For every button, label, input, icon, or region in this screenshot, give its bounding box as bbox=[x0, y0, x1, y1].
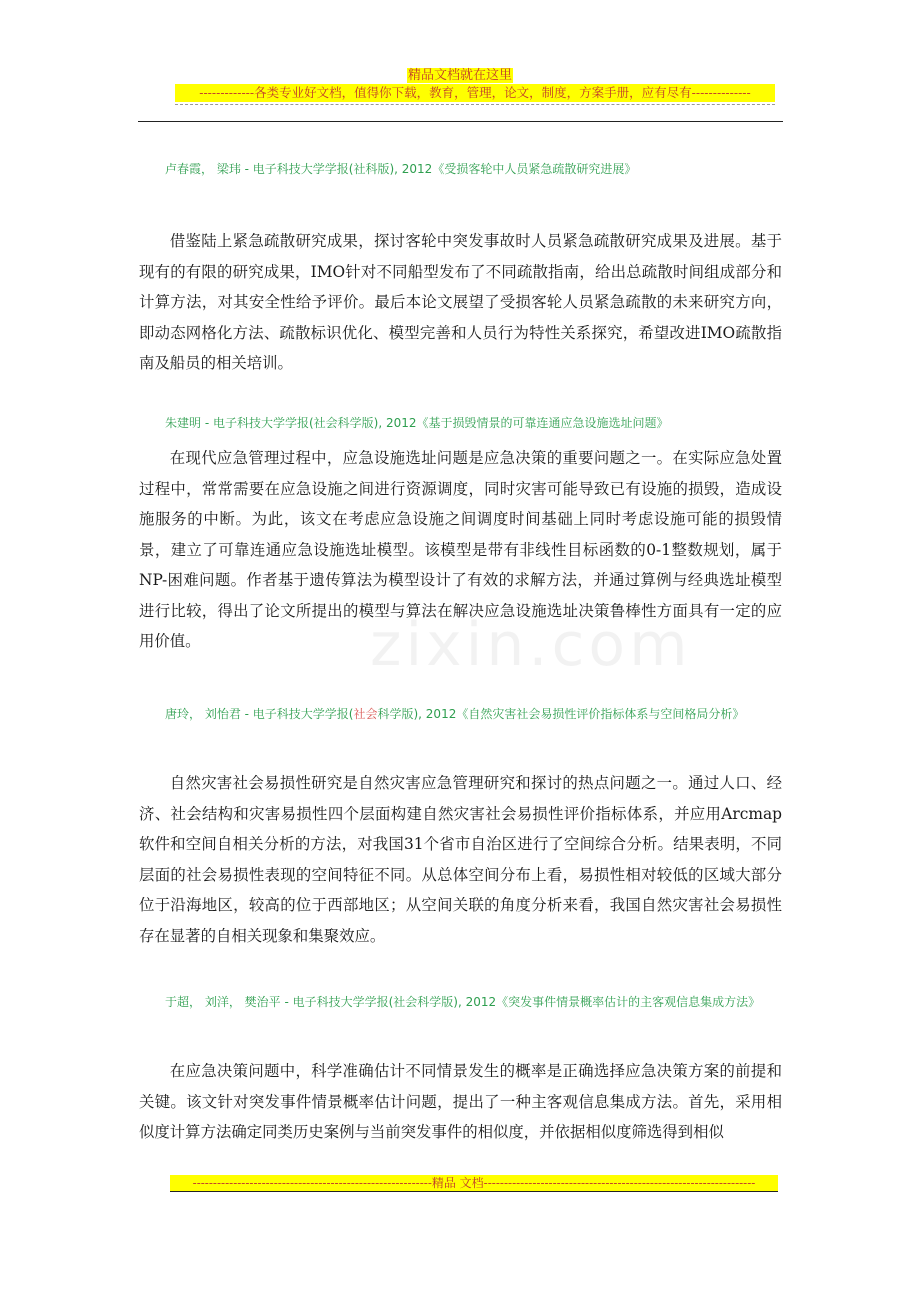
watermark: zixin.com bbox=[370, 610, 692, 680]
citation-authors: 朱建明 bbox=[165, 416, 205, 430]
footer-rule bbox=[170, 1191, 778, 1192]
abstract-2: 在现代应急管理过程中，应急设施选址问题是应急决策的重要问题之一。在实际应急处置过程中，常常需要在应急设施之间进行资源调度，同时灾害可能导致已有设施的损毁，造成设施服务的中断。为此，该文在考虑应急设施之间调度时间基础上同时考虑设施可能的损毁情景，建立了可靠连通应急设施选址模型。该模型是带有非线性目标函数的0-1整数规划，属于NP-困难问题。作者基于遗传算法为模型设计了有效的求解方法，并通过算例与经典选址模型进行比较，得出了论文所提出的模型与算法在解决应急设施选址决策鲁棒性方面具有一定的应用价值。 bbox=[139, 449, 782, 650]
citation-source: - 电子科技大学学报(社会科学版), 2012《突发事件情景概率估计的主客观信息集成方法》 bbox=[284, 995, 761, 1009]
footer-bar: -----------------------------------------------------------精品 文档------------------------------------------------------------------- bbox=[170, 1175, 778, 1191]
citation-authors: 唐玲， 刘怡君 bbox=[165, 707, 245, 721]
abstract-3: 自然灾害社会易损性研究是自然灾害应急管理研究和探讨的热点问题之一。通过人口、经济、社会结构和灾害易损性四个层面构建自然灾害社会易损性评价指标体系，并应用Arcmap软件和空间自相关分析的方法，对我国31个省市自治区进行了空间综合分析。结果表明，不同层面的社会易损性表现的空间特征不同。从总体空间分布上看，易损性相对较低的区域大部分位于沿海地区，较高的位于西部地区；从空间关联的角度分析来看，我国自然灾害社会易损性存在显著的自相关现象和集聚效应。 bbox=[139, 774, 782, 945]
citation-2[interactable] bbox=[165, 414, 785, 431]
header-title-text: 精品文档就在这里 bbox=[407, 68, 512, 83]
header-title bbox=[0, 64, 920, 83]
header-rule bbox=[138, 121, 783, 122]
header-dash-line bbox=[175, 104, 775, 105]
header-subtitle: -------------各类专业好文档，值得你下载，教育，管理，论文，制度，方案手册，应有尽有-------------- bbox=[175, 84, 775, 102]
citation-highlight: 社会 bbox=[353, 707, 378, 721]
citation-source: - 电子科技大学学报(社会科学版), 2012《基于损毁情景的可靠连通应急设施选址问题》 bbox=[204, 416, 669, 430]
citation-authors: 于超， 刘洋， 樊治平 bbox=[165, 995, 285, 1009]
citation-authors: 卢春霞， 梁玮 bbox=[165, 162, 245, 176]
citation-source-pre: - 电子科技大学学报( bbox=[244, 707, 354, 721]
citation-4[interactable] bbox=[165, 993, 785, 1010]
citation-1[interactable] bbox=[165, 160, 785, 177]
citation-3[interactable] bbox=[165, 705, 785, 722]
abstract-1: 借鉴陆上紧急疏散研究成果，探讨客轮中突发事故时人员紧急疏散研究成果及进展。基于现有的有限的研究成果，IMO针对不同船型发布了不同疏散指南，给出总疏散时间组成部分和计算方法，对其安全性给予评价。最后本论文展望了受损客轮人员紧急疏散的未来研究方向，即动态网格化方法、疏散标识优化、模型完善和人员行为特性关系探究，希望改进IMO疏散指南及船员的相关培训。 bbox=[139, 232, 782, 372]
citation-source-post: 科学版), 2012《自然灾害社会易损性评价指标体系与空间格局分析》 bbox=[377, 707, 745, 721]
citation-source: - 电子科技大学学报(社科版), 2012《受损客轮中人员紧急疏散研究进展》 bbox=[244, 162, 637, 176]
abstract-4: 在应急决策问题中，科学准确估计不同情景发生的概率是正确选择应急决策方案的前提和关键。该文针对突发事件情景概率估计问题，提出了一种主客观信息集成方法。首先，采用相似度计算方法确定同类历史案例与当前突发事件的相似度，并依据相似度筛选得到相似 bbox=[139, 1062, 782, 1141]
